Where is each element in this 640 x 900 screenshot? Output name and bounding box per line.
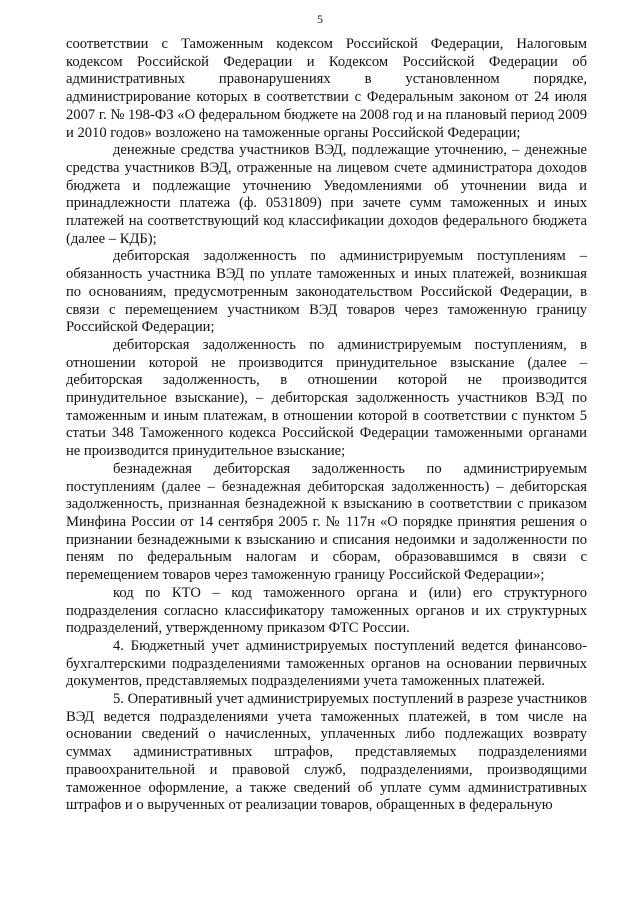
paragraph-definition-funds-to-clarify: денежные средства участников ВЭД, подлежащие уточнению, – денежные средства участников ВЭД, отраженные на лицевом счете администратора доходов бюджета и подлежащие уточнению Уведомлениями об уточнении вида и принадлежности платежа (ф. 0531809) при зачете сумм таможенных и иных платежей на соответствующий код классификации доходов федерального бюджета (далее – КДБ); bbox=[66, 142, 587, 247]
paragraph-definition-receivables-no-enforcement: дебиторская задолженность по администрируемым поступлениям, в отношении которой не производится принудительное взыскание (далее – дебиторская задолженность, в отношении которой не производится принудительное взыскание), – дебиторская задолженность участников ВЭД по таможенным и иным платежам, в отношении которой в соответствии с пунктом 5 статьи 348 Таможенного кодекса Российской Федерации таможенными органами не производится принудительное взыскание; bbox=[66, 336, 587, 460]
paragraph-item-4: 4. Бюджетный учет администрируемых поступлений ведется финансово-бухгалтерскими подразделениями таможенных органов на основании первичных документов, представляемых подразделениями учета таможенных платежей. bbox=[66, 637, 587, 690]
document-body bbox=[66, 36, 587, 815]
paragraph-definition-receivables: дебиторская задолженность по администрируемым поступлениям – обязанность участника ВЭД по уплате таможенных и иных платежей, возникшая по основаниям, предусмотренным законодательством Российской Федерации, в связи с перемещением участником ВЭД товаров через таможенную границу Российской Федерации; bbox=[66, 248, 587, 336]
paragraph-item-5: 5. Оперативный учет администрируемых поступлений в разрезе участников ВЭД ведется подразделениями учета таможенных платежей, в том числе на основании сведений о начисленных, уплаченных либо подлежащих возврату суммах административных штрафов, представляемых подразделениями правоохранительной и правовой служб, подразделениями, производящими таможенное оформление, а также сведений об уплате сумм административных штрафов и о вырученных от реализации товаров, обращенных в федеральную bbox=[66, 691, 587, 814]
paragraph-continuation: соответствии с Таможенным кодексом Российской Федерации, Налоговым кодексом Российской Федерации и Кодексом Российской Федерации об административных правонарушениях в установленном порядке, администрирование которых в соответствии с Федеральным законом от 24 июля 2007 г. № 198-ФЗ «О федеральном бюджете на 2008 год и на плановый период 2009 и 2010 годов» возложено на таможенные органы Российской Федерации; bbox=[66, 36, 587, 141]
paragraph-definition-bad-debt: безнадежная дебиторская задолженность по администрируемым поступлениям (далее – безнадежная дебиторская задолженность) – дебиторская задолженность, признанная безнадежной к взысканию в соответствии с приказом Минфина России от 14 сентября 2005 г. № 117н «О порядке принятия решения о признании безнадежными к взысканию и списания недоимки и задолженности по пеням по федеральным налогам и сборам, образовавшимся в связи с перемещением товаров через таможенную границу Российской Федерации»; bbox=[66, 460, 587, 584]
paragraph-definition-kto-code: код по КТО – код таможенного органа и (или) его структурного подразделения согласно классификатору таможенных органов и их структурных подразделений, утвержденному приказом ФТС России. bbox=[66, 584, 587, 637]
page-number: 5 bbox=[317, 12, 323, 26]
